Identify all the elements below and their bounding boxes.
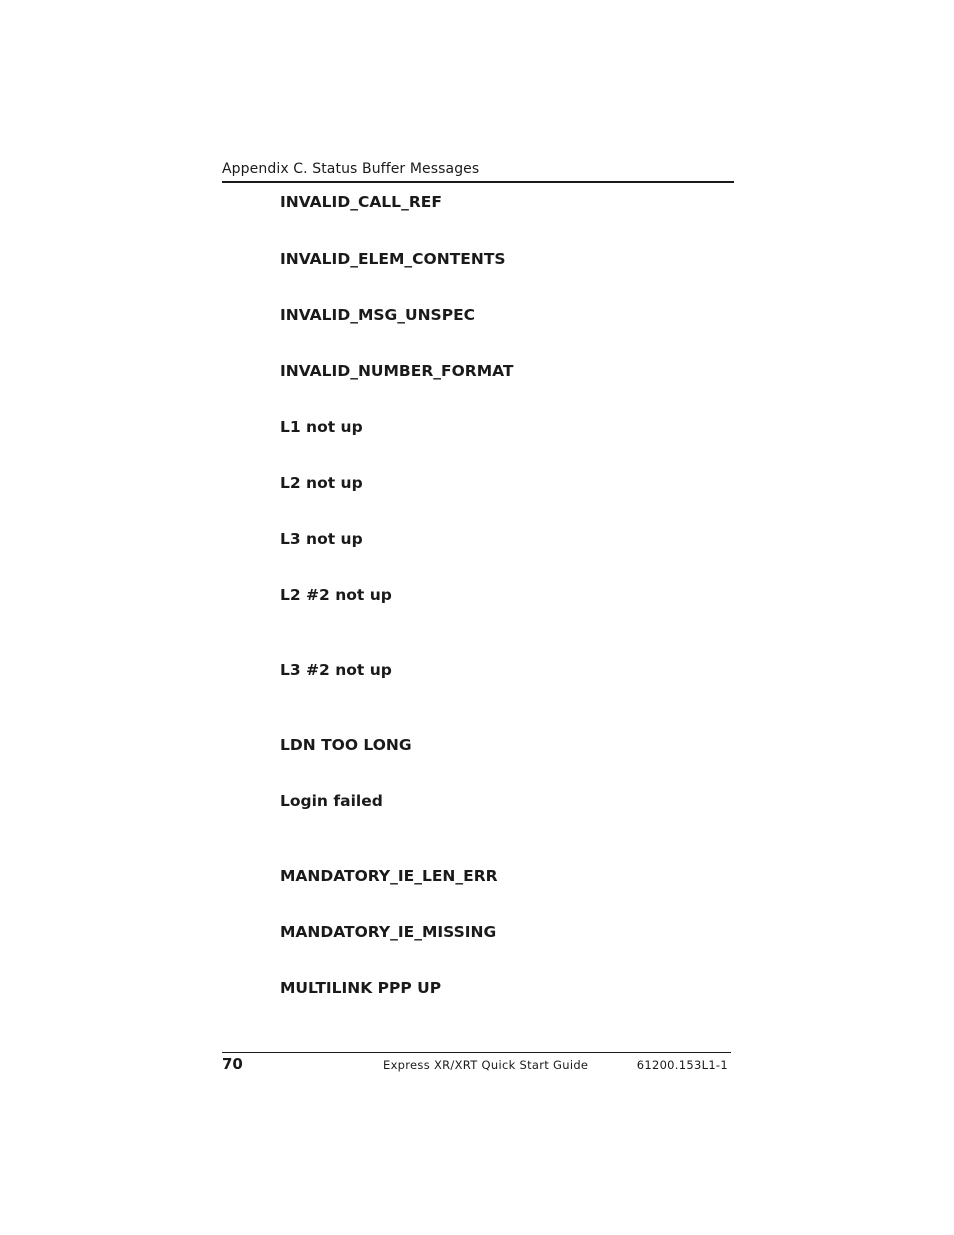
status-message-entry: INVALID_CALL_REF bbox=[280, 193, 442, 211]
footer-rule bbox=[222, 1052, 731, 1053]
status-message-entry: L3 #2 not up bbox=[280, 661, 392, 679]
status-message-entry: MANDATORY_IE_LEN_ERR bbox=[280, 867, 498, 885]
status-message-entry: L2 not up bbox=[280, 474, 363, 492]
page-number: 70 bbox=[222, 1055, 243, 1073]
footer-document-title: Express XR/XRT Quick Start Guide bbox=[383, 1058, 589, 1072]
status-message-entry: INVALID_MSG_UNSPEC bbox=[280, 306, 476, 324]
status-message-entry: LDN TOO LONG bbox=[280, 736, 412, 754]
running-header: Appendix C. Status Buffer Messages bbox=[222, 161, 480, 177]
status-message-entry: MANDATORY_IE_MISSING bbox=[280, 923, 497, 941]
status-message-entry: Login failed bbox=[280, 792, 383, 810]
status-message-entry: L3 not up bbox=[280, 530, 363, 548]
status-message-entry: MULTILINK PPP UP bbox=[280, 979, 442, 997]
status-message-entry: L1 not up bbox=[280, 418, 363, 436]
status-message-entry: INVALID_ELEM_CONTENTS bbox=[280, 250, 506, 268]
status-message-entry: INVALID_NUMBER_FORMAT bbox=[280, 362, 514, 380]
status-message-entry: L2 #2 not up bbox=[280, 586, 392, 604]
footer-document-number: 61200.153L1-1 bbox=[636, 1058, 728, 1072]
status-message-list bbox=[280, 0, 734, 1235]
